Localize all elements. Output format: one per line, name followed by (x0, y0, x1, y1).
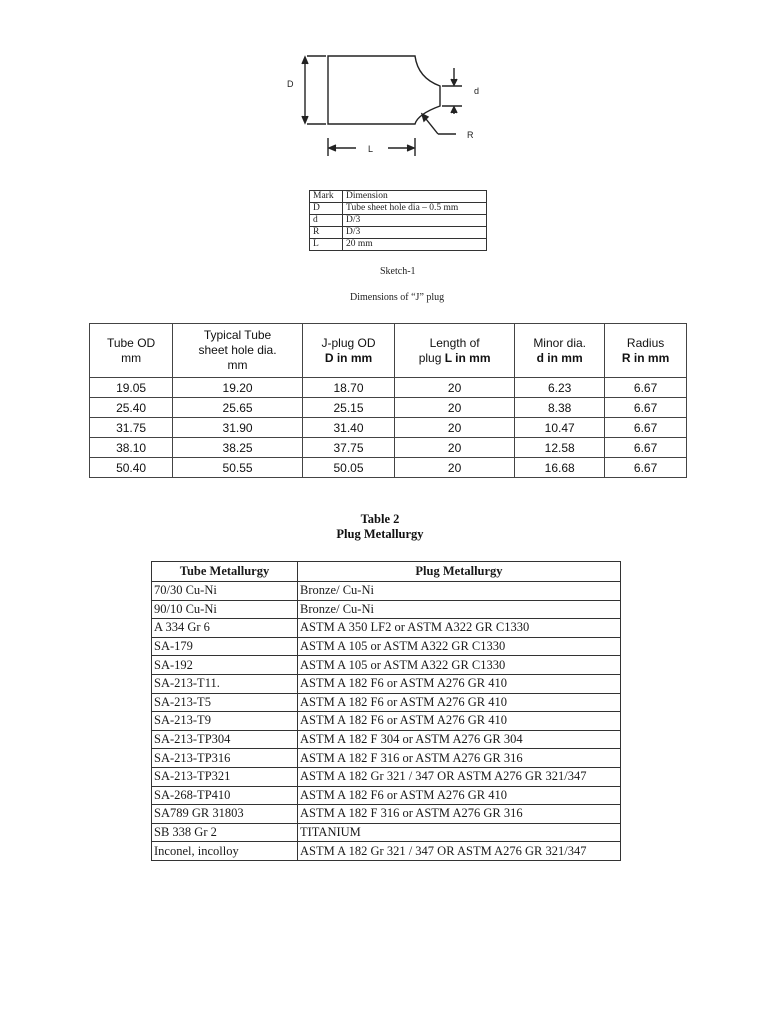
table-row (152, 767, 621, 786)
cell: 31.75 (90, 418, 173, 438)
plug-metallurgy-table (151, 561, 621, 861)
tube-metallurgy-cell: Inconel, incolloy (152, 842, 298, 861)
cell: 8.38 (515, 398, 605, 418)
tube-metallurgy-cell: 90/10 Cu-Ni (152, 600, 298, 619)
plug-metallurgy-cell: ASTM A 182 Gr 321 / 347 OR ASTM A276 GR 321/347 (298, 767, 621, 786)
table-row (310, 203, 487, 215)
dimension-header-mark: Mark (310, 191, 343, 203)
cell: 20 (395, 438, 515, 458)
table-row (90, 438, 687, 458)
plug-metallurgy-cell: TITANIUM (298, 823, 621, 842)
tube-metallurgy-cell: A 334 Gr 6 (152, 619, 298, 638)
dimension-mark: D (310, 203, 343, 215)
table-row (90, 398, 687, 418)
plug-metallurgy-cell: ASTM A 105 or ASTM A322 GR C1330 (298, 656, 621, 675)
table-row (152, 674, 621, 693)
plug-metallurgy-cell: Bronze/ Cu-Ni (298, 600, 621, 619)
tube-metallurgy-cell: SA-213-TP304 (152, 730, 298, 749)
table2-heading (0, 512, 760, 542)
tube-metallurgy-cell: SA-213-TP316 (152, 749, 298, 768)
table-row (152, 600, 621, 619)
plug-metallurgy-cell: ASTM A 182 F 304 or ASTM A276 GR 304 (298, 730, 621, 749)
table-row (310, 227, 487, 239)
plug-size-table (89, 323, 687, 478)
cell: 25.40 (90, 398, 173, 418)
cell: 50.55 (173, 458, 303, 478)
table2-title: Table 2 (360, 512, 400, 526)
tube-metallurgy-cell: SA-268-TP410 (152, 786, 298, 805)
tube-metallurgy-cell: SA-192 (152, 656, 298, 675)
plug-metallurgy-cell: ASTM A 182 F6 or ASTM A276 GR 410 (298, 693, 621, 712)
table-row (152, 842, 621, 861)
table-row (152, 637, 621, 656)
metallurgy-header-row (152, 562, 621, 582)
table-row (152, 730, 621, 749)
table-row (310, 215, 487, 227)
tube-metallurgy-cell: 70/30 Cu-Ni (152, 582, 298, 601)
cell: 18.70 (302, 378, 394, 398)
table-row (152, 656, 621, 675)
header-minor-dia: Minor dia. d in mm (515, 324, 605, 378)
cell: 31.90 (173, 418, 303, 438)
cell: 12.58 (515, 438, 605, 458)
label-d: d (474, 86, 480, 96)
plug-metallurgy-cell: Bronze/ Cu-Ni (298, 582, 621, 601)
sketch-subcaption: Dimensions of “J” plug (350, 292, 445, 303)
table-row (152, 619, 621, 638)
tube-metallurgy-cell: SA-213-TP321 (152, 767, 298, 786)
dimension-mark: d (310, 215, 343, 227)
dimension-table (309, 190, 487, 251)
cell: 38.25 (173, 438, 303, 458)
tube-metallurgy-cell: SA789 GR 31803 (152, 805, 298, 824)
table-row (90, 458, 687, 478)
plug-metallurgy-cell: ASTM A 182 Gr 321 / 347 OR ASTM A276 GR 321/347 (298, 842, 621, 861)
plug-metallurgy-cell: ASTM A 182 F6 or ASTM A276 GR 410 (298, 712, 621, 731)
tube-metallurgy-cell: SB 338 Gr 2 (152, 823, 298, 842)
cell: 20 (395, 398, 515, 418)
cell: 6.67 (605, 438, 687, 458)
plug-table-header-row (90, 324, 687, 378)
plug-metallurgy-cell: ASTM A 182 F 316 or ASTM A276 GR 316 (298, 805, 621, 824)
plug-metallurgy-cell: ASTM A 182 F6 or ASTM A276 GR 410 (298, 674, 621, 693)
cell: 50.05 (302, 458, 394, 478)
header-length: Length of plug L in mm (395, 324, 515, 378)
label-R: R (467, 130, 474, 140)
table-row (152, 749, 621, 768)
table-row (152, 582, 621, 601)
dimension-mark: R (310, 227, 343, 239)
table-row (310, 239, 487, 251)
tube-metallurgy-cell: SA-213-T11. (152, 674, 298, 693)
cell: 20 (395, 458, 515, 478)
header-tube-od: Tube OD mm (90, 324, 173, 378)
header-radius: Radius R in mm (605, 324, 687, 378)
cell: 25.65 (173, 398, 303, 418)
cell: 16.68 (515, 458, 605, 478)
dimension-value: D/3 (343, 215, 487, 227)
cell: 31.40 (302, 418, 394, 438)
plug-metallurgy-cell: ASTM A 105 or ASTM A322 GR C1330 (298, 637, 621, 656)
sketch-caption: Sketch-1 (380, 266, 416, 277)
tube-metallurgy-cell: SA-179 (152, 637, 298, 656)
table-row (152, 823, 621, 842)
label-L: L (368, 144, 374, 154)
dimension-table-header-row (310, 191, 487, 203)
cell: 25.15 (302, 398, 394, 418)
j-plug-sketch (270, 40, 500, 170)
table-row (152, 693, 621, 712)
cell: 6.23 (515, 378, 605, 398)
dimension-value: Tube sheet hole dia – 0.5 mm (343, 203, 487, 215)
plug-metallurgy-cell: ASTM A 182 F6 or ASTM A276 GR 410 (298, 786, 621, 805)
table-row (90, 418, 687, 438)
label-D: D (287, 79, 294, 89)
plug-metallurgy-cell: ASTM A 182 F 316 or ASTM A276 GR 316 (298, 749, 621, 768)
cell: 6.67 (605, 458, 687, 478)
tube-metallurgy-cell: SA-213-T9 (152, 712, 298, 731)
table2-subtitle: Plug Metallurgy (336, 527, 424, 541)
table-row (90, 378, 687, 398)
header-tube-metallurgy: Tube Metallurgy (152, 562, 298, 582)
cell: 38.10 (90, 438, 173, 458)
table-row (152, 712, 621, 731)
cell: 6.67 (605, 378, 687, 398)
header-plug-metallurgy: Plug Metallurgy (298, 562, 621, 582)
cell: 20 (395, 418, 515, 438)
metallurgy-rows (152, 582, 621, 861)
cell: 6.67 (605, 398, 687, 418)
cell: 37.75 (302, 438, 394, 458)
dimension-mark: L (310, 239, 343, 251)
header-hole-dia: Typical Tube sheet hole dia. mm (173, 324, 303, 378)
cell: 19.20 (173, 378, 303, 398)
tube-metallurgy-cell: SA-213-T5 (152, 693, 298, 712)
plug-metallurgy-cell: ASTM A 350 LF2 or ASTM A322 GR C1330 (298, 619, 621, 638)
cell: 19.05 (90, 378, 173, 398)
table-row (152, 786, 621, 805)
cell: 20 (395, 378, 515, 398)
dimension-value: D/3 (343, 227, 487, 239)
cell: 6.67 (605, 418, 687, 438)
cell: 10.47 (515, 418, 605, 438)
table-row (152, 805, 621, 824)
header-jplug-od: J-plug OD D in mm (302, 324, 394, 378)
dimension-header-dimension: Dimension (343, 191, 487, 203)
cell: 50.40 (90, 458, 173, 478)
dimension-value: 20 mm (343, 239, 487, 251)
